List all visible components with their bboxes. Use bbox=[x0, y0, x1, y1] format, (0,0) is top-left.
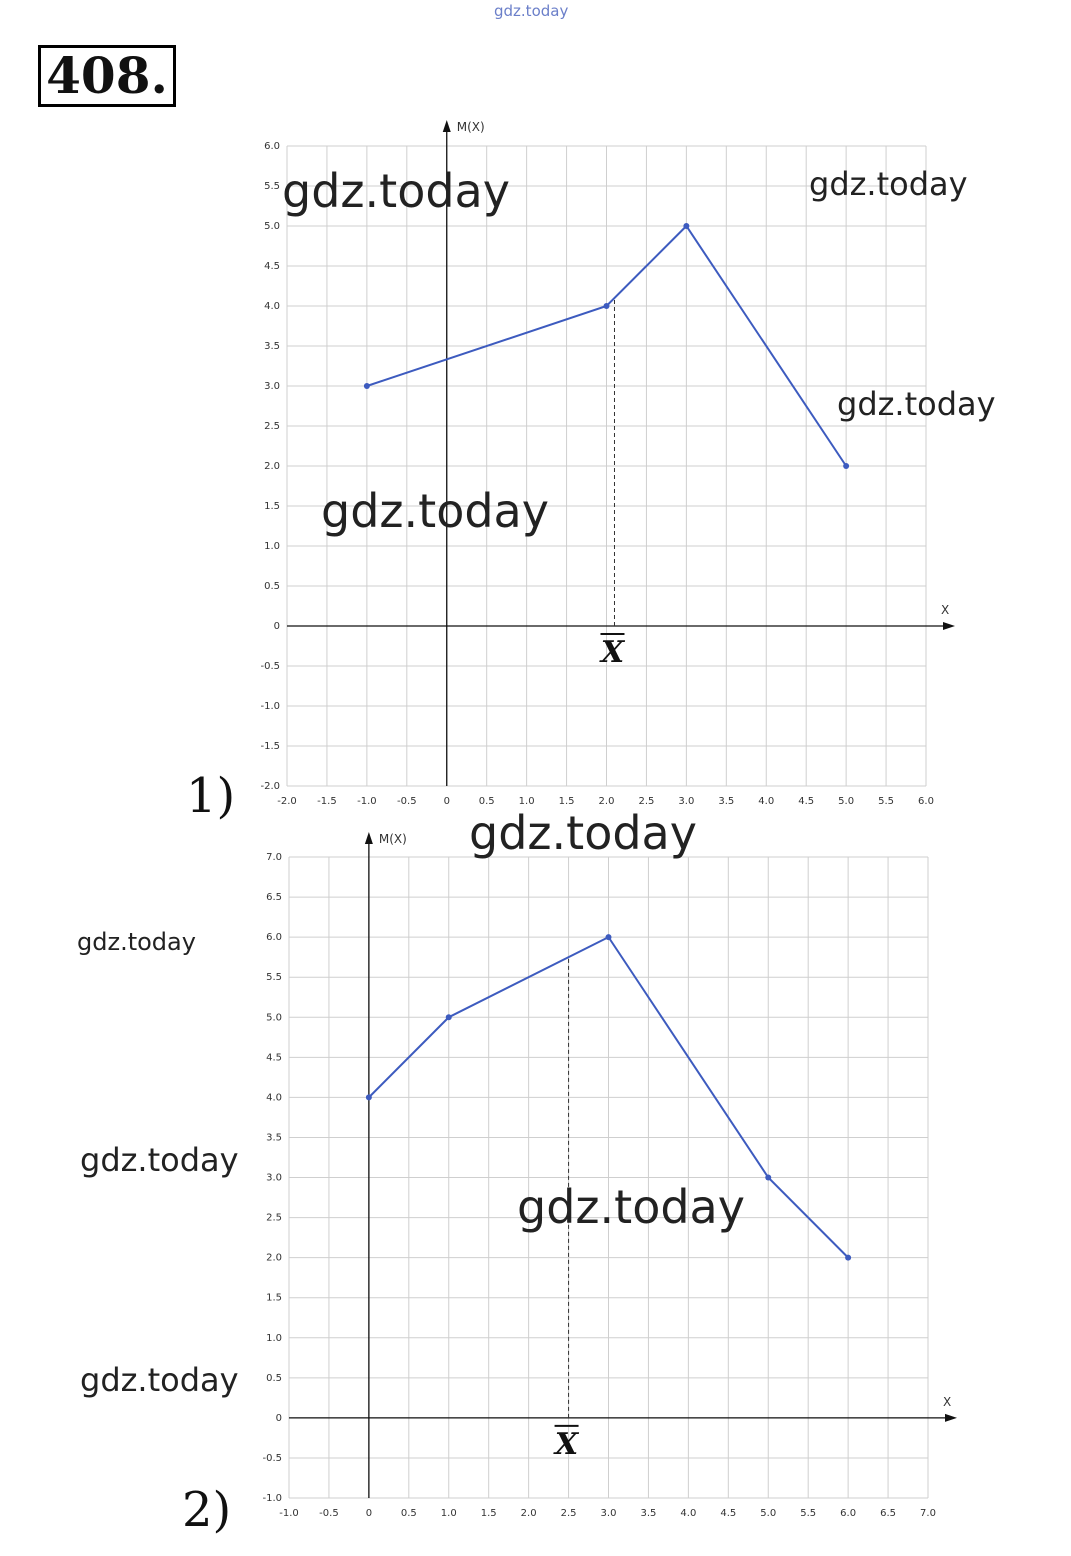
chart-2-x-tick-label: -1.0 bbox=[279, 1508, 299, 1519]
chart-1-y-tick-label: 4.5 bbox=[264, 261, 280, 272]
chart-1-x-tick-label: 3.5 bbox=[718, 796, 735, 807]
watermark-top: gdz.today bbox=[494, 2, 569, 20]
chart-2-mean-label: X bbox=[554, 1426, 579, 1462]
chart-1-y-tick-label: 0 bbox=[273, 621, 280, 632]
chart-2-x-axis-arrow bbox=[945, 1414, 957, 1422]
watermark-2: gdz.today bbox=[809, 165, 968, 203]
watermark-8: gdz.today bbox=[517, 1180, 745, 1234]
chart-2-x-tick-label: 5.0 bbox=[760, 1508, 777, 1519]
chart-2-y-tick-label: 0 bbox=[275, 1412, 282, 1424]
chart-2-data-point bbox=[446, 1014, 452, 1020]
chart-2-x-tick-label: 3.5 bbox=[640, 1508, 657, 1519]
chart-2-x-tick-label: 4.5 bbox=[720, 1508, 737, 1519]
chart-1-data-point bbox=[683, 223, 689, 229]
chart-1-x-tick-label: 2.5 bbox=[638, 796, 655, 807]
chart-1-x-axis-label: X bbox=[941, 603, 950, 617]
chart-2-y-tick-label: 4.5 bbox=[266, 1052, 282, 1064]
chart-1-y-tick-label: 1.0 bbox=[264, 541, 280, 552]
chart-1-y-tick-label: 6.0 bbox=[264, 141, 280, 152]
chart-2-x-axis-label: X bbox=[943, 1394, 952, 1409]
watermark-1: gdz.today bbox=[282, 164, 510, 218]
chart-1-y-tick-label: 3.0 bbox=[264, 381, 280, 392]
chart-1-y-tick-label: -2.0 bbox=[260, 781, 280, 792]
chart-2-x-tick-label: 1.5 bbox=[480, 1508, 497, 1519]
chart-2-x-tick-label: 6.0 bbox=[840, 1508, 857, 1519]
chart-2-y-tick-label: 6.5 bbox=[266, 892, 282, 904]
chart-2-y-tick-label: 3.5 bbox=[266, 1132, 282, 1144]
chart-1-y-axis-label: M(X) bbox=[456, 120, 485, 134]
chart-2-x-tick-label: 3.0 bbox=[600, 1508, 617, 1519]
chart-1-y-tick-label: 2.5 bbox=[264, 421, 280, 432]
chart-1-y-tick-label: -1.0 bbox=[260, 701, 280, 712]
chart-2-y-axis-arrow bbox=[365, 832, 373, 844]
chart-1-x-tick-label: 4.0 bbox=[758, 796, 775, 807]
chart-1-x-tick-label: 5.5 bbox=[878, 796, 895, 807]
part-label-1: 1) bbox=[186, 768, 236, 824]
watermark-9: gdz.today bbox=[80, 1361, 239, 1399]
chart-1-x-tick-label: 3.0 bbox=[678, 796, 695, 807]
chart-2-y-tick-label: 5.0 bbox=[266, 1012, 282, 1024]
chart-2-data-point bbox=[845, 1255, 851, 1261]
chart-2-x-tick-label: 5.5 bbox=[800, 1508, 817, 1519]
chart-1-x-tick-label: 1.0 bbox=[518, 796, 535, 807]
chart-1-x-tick-label: 6.0 bbox=[918, 796, 934, 807]
chart-1-data-point bbox=[843, 463, 849, 469]
chart-2-x-tick-label: 0.5 bbox=[400, 1508, 417, 1519]
chart-1-x-axis-arrow bbox=[943, 622, 955, 630]
problem-number: 408. bbox=[38, 45, 176, 107]
chart-1-y-tick-label: -1.5 bbox=[260, 741, 280, 752]
chart-2-x-tick-label: 4.0 bbox=[680, 1508, 697, 1519]
chart-2-data-point bbox=[606, 934, 612, 940]
chart-2-y-tick-label: 2.5 bbox=[266, 1212, 282, 1224]
chart-1-x-tick-label: 4.5 bbox=[798, 796, 815, 807]
chart-2-y-tick-label: 7.0 bbox=[266, 852, 282, 863]
watermark-6: gdz.today bbox=[77, 928, 196, 956]
watermark-4: gdz.today bbox=[321, 484, 549, 538]
chart-2-y-tick-label: 0.5 bbox=[266, 1372, 282, 1384]
chart-1-data-point bbox=[604, 303, 610, 309]
chart-2-y-tick-label: 6.0 bbox=[266, 932, 282, 944]
chart-2-x-tick-label: 7.0 bbox=[920, 1508, 936, 1519]
chart-1-y-tick-label: 0.5 bbox=[264, 581, 280, 592]
chart-1-y-tick-label: 4.0 bbox=[264, 301, 280, 312]
chart-1-y-tick-label: 1.5 bbox=[264, 501, 280, 512]
chart-1-x-tick-label: -1.5 bbox=[317, 796, 337, 807]
chart-1-y-tick-label: -0.5 bbox=[260, 661, 280, 672]
chart-2-data-point bbox=[366, 1094, 372, 1100]
chart-1-y-tick-label: 2.0 bbox=[264, 461, 280, 472]
watermark-5: gdz.today bbox=[469, 806, 697, 860]
chart-2-x-tick-label: -0.5 bbox=[319, 1508, 339, 1519]
chart-1-x-tick-label: -2.0 bbox=[277, 796, 297, 807]
chart-2-x-tick-label: 2.0 bbox=[520, 1508, 537, 1519]
chart-2-y-axis-label: M(X) bbox=[378, 832, 407, 846]
chart-1-x-tick-label: -0.5 bbox=[397, 796, 417, 807]
chart-1-x-tick-label: 2.0 bbox=[598, 796, 615, 807]
watermark-7: gdz.today bbox=[80, 1141, 239, 1179]
chart-2-x-tick-label: 2.5 bbox=[560, 1508, 577, 1519]
chart-2-y-tick-label: 1.5 bbox=[266, 1292, 282, 1304]
chart-1-x-tick-label: 1.5 bbox=[558, 796, 575, 807]
chart-2-x-tick-label: 1.0 bbox=[440, 1508, 457, 1519]
chart-1-x-tick-label: 0 bbox=[443, 796, 450, 807]
watermark-3: gdz.today bbox=[837, 385, 996, 423]
chart-2-y-tick-label: -1.0 bbox=[262, 1493, 282, 1504]
chart-2-y-tick-label: 5.5 bbox=[266, 972, 282, 984]
chart-2-x-tick-label: 6.5 bbox=[880, 1508, 897, 1519]
chart-2-y-tick-label: 2.0 bbox=[266, 1252, 282, 1264]
chart-1-y-axis-arrow bbox=[443, 120, 451, 132]
chart-2-x-tick-label: 0 bbox=[365, 1508, 373, 1519]
chart-1-data-point bbox=[364, 383, 370, 389]
chart-1-mean-label: X bbox=[600, 635, 625, 670]
chart-1-y-tick-label: 3.5 bbox=[264, 341, 280, 352]
chart-1-y-tick-label: 5.0 bbox=[264, 221, 280, 232]
chart-2-data-point bbox=[765, 1175, 771, 1181]
part-label-2: 2) bbox=[182, 1482, 232, 1538]
chart-1-x-tick-label: 0.5 bbox=[478, 796, 495, 807]
chart-2-y-tick-label: 4.0 bbox=[266, 1092, 282, 1104]
chart-2-y-tick-label: 3.0 bbox=[266, 1172, 282, 1184]
chart-2-y-tick-label: -0.5 bbox=[262, 1452, 282, 1464]
chart-2-y-tick-label: 1.0 bbox=[266, 1332, 282, 1344]
chart-1-y-tick-label: 5.5 bbox=[264, 181, 280, 192]
chart-1-x-tick-label: 5.0 bbox=[838, 796, 855, 807]
chart-1-x-tick-label: -1.0 bbox=[357, 796, 377, 807]
